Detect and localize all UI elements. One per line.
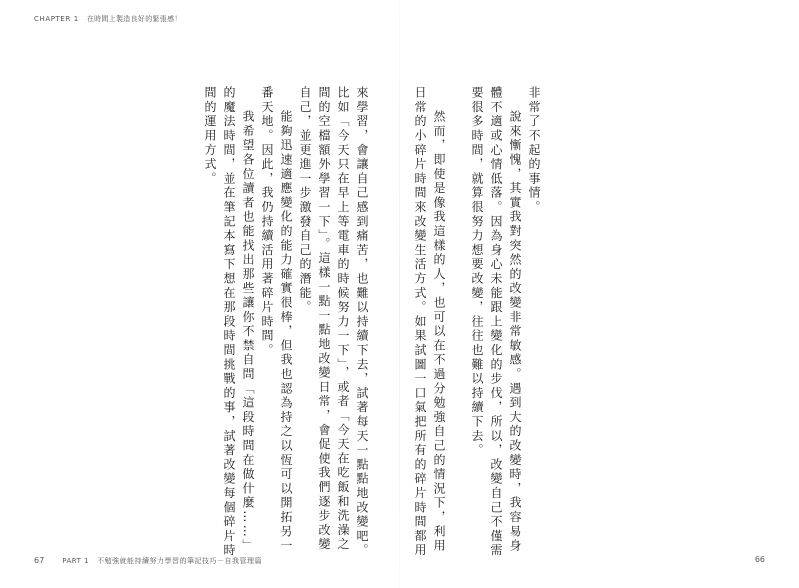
text-column-6: 日常的小碎片時間來改變生活方式。如果試圖一口氣把所有的碎片時間都用 [413, 86, 427, 558]
chapter-title: 在時間上製造良好的緊張感！ [86, 15, 182, 23]
part-title: 不勉強就能持續努力學習的筆記技巧－自我管理篇 [97, 557, 263, 565]
chapter-label: CHAPTER 1 [34, 15, 79, 23]
text-column-7: 來學習，會讓自己感到痛苦，也難以持續下去，試著每天一點點地改變吧。 [355, 86, 369, 558]
text-column-8: 比如「今天只在早上等電車的時候努力一下」，或者「今天在吃飯和洗澡之 [336, 86, 350, 552]
running-header [34, 14, 182, 24]
text-column-15: 間的運用方式。 [203, 86, 217, 187]
text-column-10: 自己，並更進一步激發自己的潛能。 [298, 86, 312, 315]
text-column-14: 的魔法時間，並在筆記本寫下想在那段時間挑戰的事，試著改變每個碎片時 [222, 86, 236, 558]
text-column-4: 要很多時間，就算很努力想要改變，往往也難以持續下去。 [470, 86, 484, 458]
running-footer [34, 556, 262, 566]
left-page-number: 67 [34, 556, 45, 565]
right-page-number: 66 [754, 555, 765, 564]
text-column-1: 非常了不起的事情。 [527, 86, 541, 215]
part-label: PART 1 [62, 557, 90, 565]
text-column-5: 然而，即使是像我這樣的人，也可以在不過分勉強自己的情況下，利用 [432, 110, 446, 554]
text-column-2: 說來慚愧，其實我對突然的改變非常敏感。遇到大的改變時，我容易身 [508, 110, 522, 554]
text-column-12: 番天地。因此，我仍持續活用著碎片時間。 [260, 86, 274, 358]
text-column-13: 我希望各位讀者也能找出那些讓你不禁自問「這段時間在做什麼……」 [241, 110, 255, 554]
text-column-9: 間的空檔額外學習一下」。這樣一點一點地改變日常，會促使我們逐步改變 [317, 86, 331, 552]
page-gutter [399, 0, 400, 588]
text-column-11: 能夠迅速適應變化的能力確實很棒，但我也認為持之以恆可以開拓另一 [279, 110, 293, 554]
text-column-3: 體不適或心情低落。因為身心未能跟上變化的步伐，所以，改變自己不僅需 [489, 86, 503, 558]
